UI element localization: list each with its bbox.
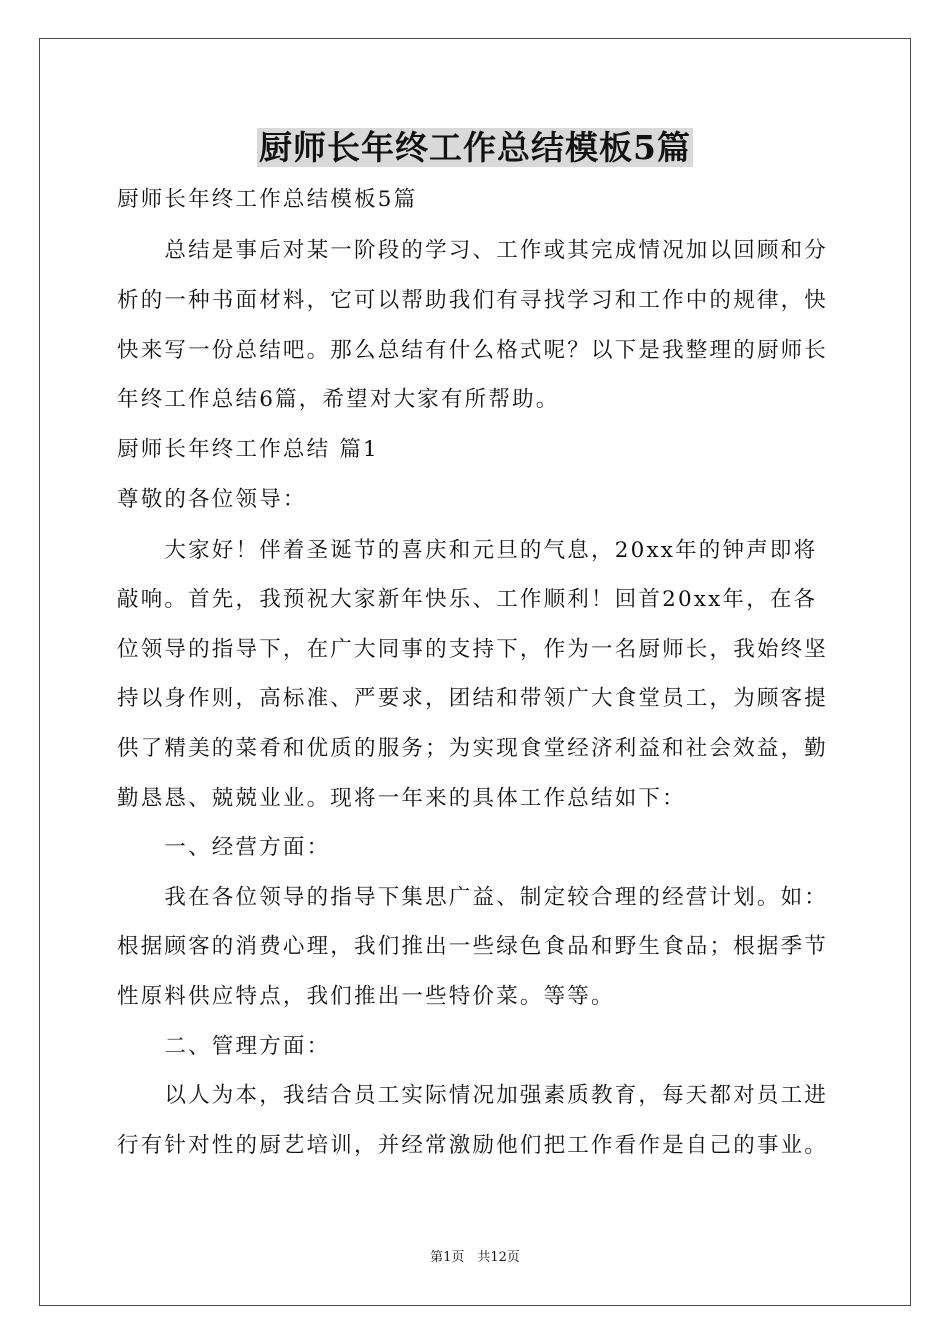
section-heading: 厨师长年终工作总结 篇1 (117, 437, 379, 462)
subtitle-line: 厨师长年终工作总结模板5篇 (117, 187, 418, 212)
body-line: 以人为本，我结合员工实际情况加强素质教育，每天都对员工进 (117, 1083, 829, 1108)
subsection-heading: 一、经营方面： (117, 835, 331, 860)
body-line: 持以身作则，高标准、严要求，团结和带领广大食堂员工，为顾客提 (117, 686, 829, 711)
body-line: 总结是事后对某一阶段的学习、工作或其完成情况加以回顾和分 (117, 238, 829, 263)
body-line: 我在各位领导的指导下集思广益、制定较合理的经营计划。如： (117, 885, 829, 910)
body-line: 敲响。首先，我预祝大家新年快乐、工作顺利！回首20xx年，在各 (117, 587, 818, 612)
body-line: 年终工作总结6篇，希望对大家有所帮助。 (117, 387, 560, 412)
body-line: 位领导的指导下，在广大同事的支持下，作为一名厨师长，我始终坚 (117, 637, 829, 662)
page-footer: 第1页 共12页 (430, 1250, 520, 1265)
body-line: 供了精美的菜肴和优质的服务；为实现食堂经济利益和社会效益，勤 (117, 736, 829, 761)
page-border (39, 38, 911, 1306)
body-line: 行有针对性的厨艺培训，并经常激励他们把工作看作是自己的事业。 (117, 1133, 829, 1158)
body-line: 快来写一份总结吧。那么总结有什么格式呢？以下是我整理的厨师长 (117, 338, 829, 363)
body-line: 勤恳恳、兢兢业业。现将一年来的具体工作总结如下： (117, 786, 686, 811)
subsection-heading: 二、管理方面： (117, 1034, 331, 1059)
document-title (0, 126, 950, 170)
document-title-text: 厨师长年终工作总结模板5篇 (259, 128, 691, 167)
body-line: 性原料供应特点，我们推出一些特价菜。等等。 (117, 984, 615, 1009)
salutation: 尊敬的各位领导： (117, 487, 307, 512)
body-line: 析的一种书面材料，它可以帮助我们有寻找学习和工作中的规律，快 (117, 288, 829, 313)
body-line: 根据顾客的消费心理，我们推出一些绿色食品和野生食品；根据季节 (117, 934, 829, 959)
body-line: 大家好！伴着圣诞节的喜庆和元旦的气息，20xx年的钟声即将 (117, 538, 818, 563)
